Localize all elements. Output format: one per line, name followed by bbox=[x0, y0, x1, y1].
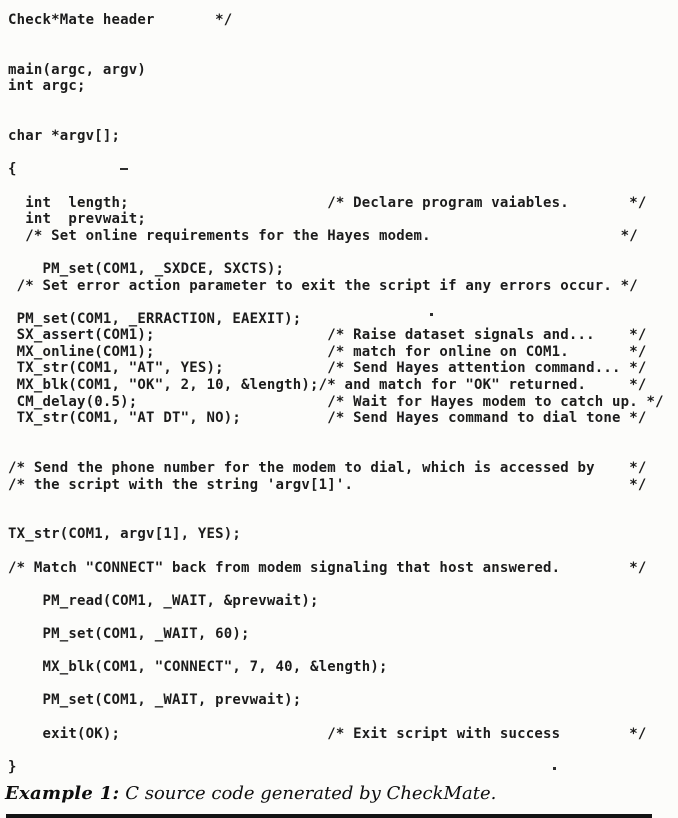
code-line bbox=[8, 112, 678, 129]
code-line bbox=[8, 543, 678, 560]
code-line: main(argc, argv) bbox=[8, 61, 147, 78]
code-line: int length; /* Declare program vaiables. */ bbox=[8, 194, 647, 211]
code-line: /* Set online requirements for the Hayes modem. */ bbox=[8, 227, 638, 244]
code-line: PM_set(COM1, _SXDCE, SXCTS); bbox=[8, 260, 285, 277]
code-line: /* the script with the string 'argv[1]'. */ bbox=[8, 476, 647, 493]
code-line: PM_set(COM1, _WAIT, prevwait); bbox=[8, 692, 302, 709]
code-line bbox=[8, 510, 678, 527]
code-line: PM_read(COM1, _WAIT, &prevwait); bbox=[8, 592, 319, 609]
code-line: MX_online(COM1); /* match for online on COM1. */ bbox=[8, 343, 647, 360]
code-line: MX_blk(COM1, "OK", 2, 10, &length);/* and match for "OK" returned. */ bbox=[8, 377, 647, 394]
code-line: PM_set(COM1, _WAIT, 60); bbox=[8, 625, 250, 642]
code-line bbox=[8, 244, 678, 261]
code-line: PM_set(COM1, _ERRACTION, EAEXIT); bbox=[8, 310, 302, 327]
scan-edge-bar bbox=[6, 814, 652, 818]
code-line: /* Send the phone number for the modem to dial, which is accessed by */ bbox=[8, 460, 647, 477]
scan-artifact-dot bbox=[430, 313, 433, 316]
code-line: exit(OK); /* Exit script with success */ bbox=[8, 725, 647, 742]
code-line bbox=[8, 609, 678, 626]
code-line bbox=[8, 576, 678, 593]
code-line: TX_str(COM1, argv[1], YES); bbox=[8, 526, 241, 543]
code-line: { bbox=[8, 161, 17, 178]
figure-caption bbox=[5, 783, 678, 804]
code-line bbox=[8, 742, 678, 759]
code-line bbox=[8, 443, 678, 460]
figure-caption-label: Example 1: bbox=[5, 783, 120, 805]
code-line: TX_str(COM1, "AT", YES); /* Send Hayes attention command... */ bbox=[8, 360, 647, 377]
code-line: int argc; bbox=[8, 78, 86, 95]
code-line: SX_assert(COM1); /* Raise dataset signals and... */ bbox=[8, 327, 647, 344]
code-line: MX_blk(COM1, "CONNECT", 7, 40, &length); bbox=[8, 659, 388, 676]
code-line: Check*Mate header */ bbox=[8, 12, 233, 28]
code-line bbox=[8, 709, 678, 726]
figure-caption-text: C source code generated by CheckMate. bbox=[119, 783, 497, 805]
code-line: /* Set error action parameter to exit the script if any errors occur. */ bbox=[8, 277, 638, 294]
code-line bbox=[8, 493, 678, 510]
code-line bbox=[8, 294, 678, 311]
code-line: int prevwait; bbox=[8, 211, 147, 228]
code-line bbox=[8, 95, 678, 112]
code-line: TX_str(COM1, "AT DT", NO); /* Send Hayes command to dial tone */ bbox=[8, 410, 647, 427]
scan-artifact-dash bbox=[120, 168, 128, 170]
code-line: CM_delay(0.5); /* Wait for Hayes modem to catch up. */ bbox=[8, 393, 664, 410]
code-line bbox=[8, 45, 678, 62]
code-line bbox=[8, 676, 678, 693]
scan-artifact-dot bbox=[553, 767, 556, 770]
code-line bbox=[8, 427, 678, 444]
code-line bbox=[8, 178, 678, 195]
code-line: } bbox=[8, 758, 17, 775]
code-line bbox=[8, 643, 678, 660]
code-line bbox=[8, 145, 678, 162]
code-line: char *argv[]; bbox=[8, 128, 121, 145]
code-line bbox=[8, 29, 678, 46]
code-line: /* Match "CONNECT" back from modem signaling that host answered. */ bbox=[8, 559, 647, 576]
